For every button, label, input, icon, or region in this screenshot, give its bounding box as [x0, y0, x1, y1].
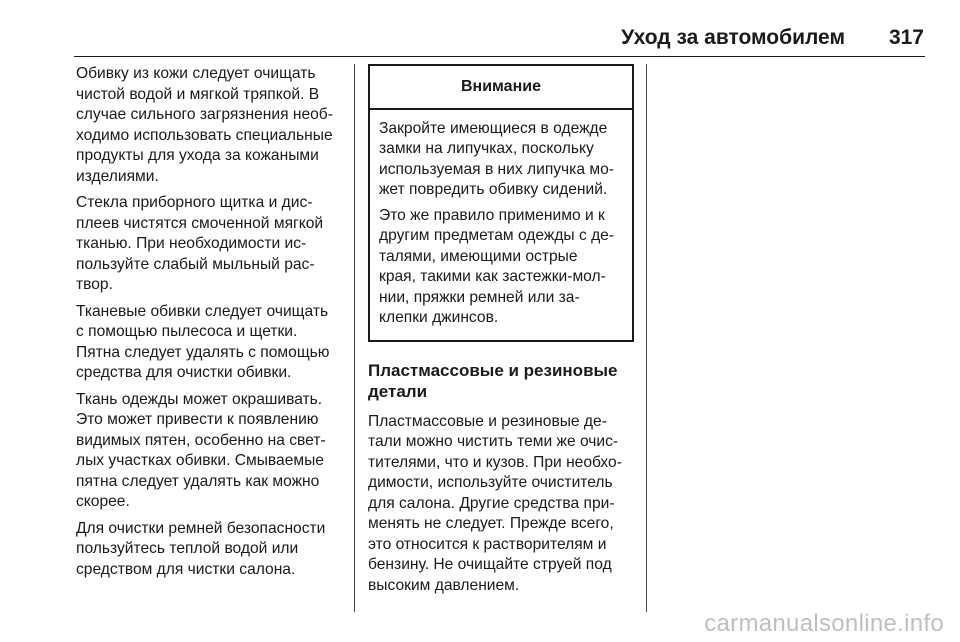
text-line: используемая в них липучка мо- — [379, 160, 614, 178]
page-title: Уход за автомобилем — [621, 26, 845, 49]
text-line: Ткань одежды может окрашивать. — [76, 390, 323, 408]
text-line: ходимо использовать специальные — [76, 126, 333, 144]
middle-column — [368, 64, 634, 602]
text-line: Для очистки ремней безопасности — [76, 519, 326, 537]
page-header — [0, 0, 960, 56]
warning-title: Внимание — [370, 66, 632, 110]
text-line: менять не следует. Прежде всего, — [368, 515, 614, 532]
text-line: лых участках обивки. Смываемые — [76, 452, 324, 469]
paragraph — [76, 390, 344, 513]
warning-body — [370, 110, 632, 340]
text-line: замки на липучках, поскольку — [379, 140, 594, 157]
text-line: для салона. Другие средства при- — [368, 494, 615, 512]
text-line: Стекла приборного щитка и дис- — [76, 194, 313, 211]
paragraph — [76, 302, 344, 384]
watermark: carmanualsonline.info — [704, 610, 944, 637]
text-line: чистой водой и мягкой тряпкой. В — [76, 85, 320, 103]
left-column — [76, 64, 344, 586]
page-number: 317 — [888, 26, 924, 49]
text-line: скорее. — [76, 493, 130, 510]
text-line: Это может привести к появлению — [76, 411, 319, 428]
warning-box — [368, 64, 634, 342]
text-line: жет повредить обивку сидений. — [379, 181, 608, 198]
text-line: пользуйте слабый мыльный рас- — [76, 255, 315, 273]
paragraph — [76, 193, 344, 296]
text-line: талями, имеющими острые — [379, 247, 578, 265]
text-line: Закройте имеющиеся в одежде — [379, 119, 608, 137]
text-line: клепки джинсов. — [379, 309, 499, 326]
text-line: тканью. При необходимости ис- — [76, 235, 307, 252]
text-line: изделиями. — [76, 167, 159, 185]
text-line: продукты для ухода за кожаными — [76, 147, 319, 164]
text-line: с помощью пылесоса и щетки. — [76, 323, 298, 340]
text-line: средством для чистки салона. — [76, 560, 296, 578]
header-divider — [74, 56, 925, 57]
column-divider-left — [354, 64, 355, 612]
paragraph — [76, 64, 344, 187]
text-line: тали можно чистить теми же очис- — [368, 433, 619, 450]
paragraph — [368, 412, 634, 597]
text-line: Обивку из кожи следует очищать — [76, 65, 316, 82]
text-line: тителями, что и кузов. При необхо- — [368, 453, 622, 471]
text-line: бензину. Не очищайте струей под — [368, 556, 612, 573]
text-line: плеев чистятся смоченной мягкой — [76, 214, 324, 232]
section-body — [368, 412, 634, 597]
text-line: димости, используйте очиститель — [368, 474, 613, 491]
section-heading — [368, 360, 634, 402]
paragraph — [76, 519, 344, 581]
text-line: случае сильного загрязнения необ- — [76, 106, 333, 123]
text-line: видимых пятен, особенно на свет- — [76, 431, 326, 449]
column-divider-right — [646, 64, 647, 612]
text-line: нии, пряжки ремней или за- — [379, 288, 580, 306]
text-line: Это же правило применимо и к — [379, 206, 605, 224]
text-line: Пятна следует удалять с помощью — [76, 343, 330, 361]
text-line: средства для очистки обивки. — [76, 364, 292, 381]
text-line: другим предметам одежды с де- — [379, 227, 615, 244]
text-line: Тканевые обивки следует очищать — [76, 302, 329, 320]
text-line: пользуйтесь теплой водой или — [76, 540, 299, 557]
text-line: твор. — [76, 276, 113, 293]
heading-line: детали — [368, 381, 428, 401]
text-line: Пластмассовые и резиновые де- — [368, 412, 607, 430]
text-line: пятна следует удалять как можно — [76, 472, 320, 490]
text-line: высоким давлением. — [368, 576, 520, 594]
text-line: края, такими как застежки-мол- — [379, 268, 606, 285]
heading-line: Пластмассовые и резиновые — [368, 360, 618, 380]
text-line: это относится к растворителям и — [368, 535, 607, 553]
paragraph — [379, 119, 624, 201]
paragraph — [379, 206, 624, 329]
